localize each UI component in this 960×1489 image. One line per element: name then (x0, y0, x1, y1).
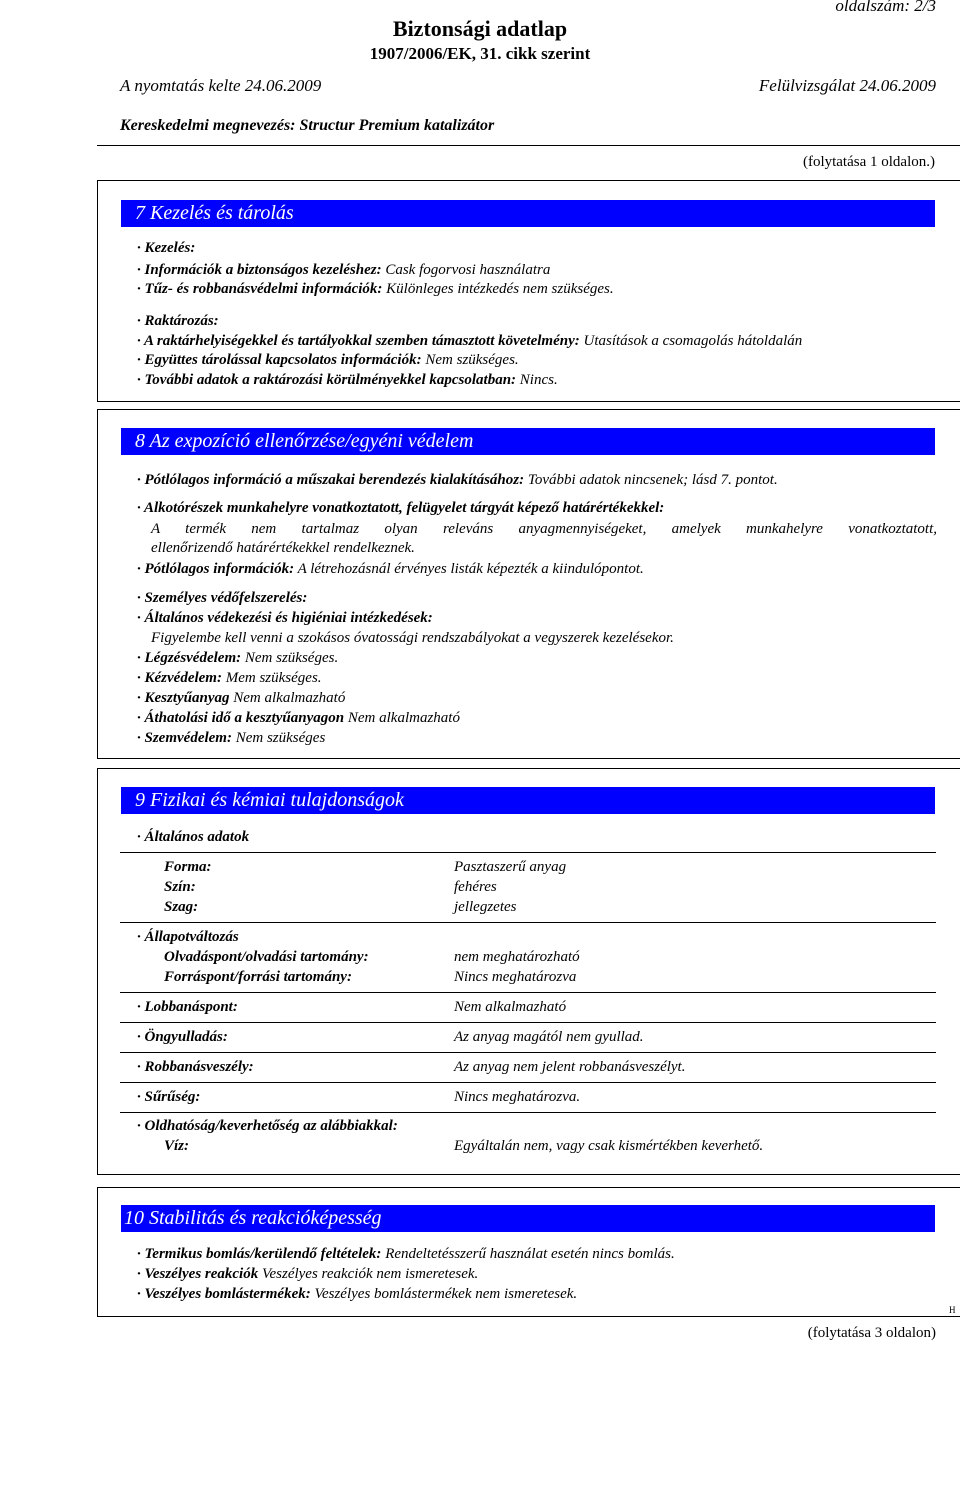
review-date: Felülvizsgálat 24.06.2009 (758, 76, 936, 95)
s10-reactions (137, 1266, 478, 1283)
label: · Kézvédelem: (137, 670, 222, 686)
label: · Légzésvédelem: (137, 650, 242, 666)
label: · Szemvédelem: (137, 730, 232, 746)
s9-boil-label: Forráspont/forrási tartomány: (164, 969, 352, 985)
s10-thermal (137, 1246, 675, 1263)
s8-hygiene-text: Figyelembe kell venni a szokásos óvatossági rendszabályokat a vegyszerek kezelésekor. (151, 630, 674, 646)
s9-form-value: Pasztaszerű anyag (454, 859, 567, 875)
s8-limits-text1: A termék nem tartalmaz olyan releváns anyagmennyiségeket, amelyek munkahelyre vonatkoztatott, (151, 521, 937, 537)
s8-limits-label: · Alkotórészek munkahelyre vonatkoztatott, felügyelet tárgyát képező határértékekkel: (137, 500, 665, 516)
continued-to: (folytatása 3 oldalon) (807, 1325, 936, 1341)
s9-water-label: Víz: (164, 1138, 190, 1154)
section-10-title: 10 Stabilitás és reakcióképesség (121, 1205, 935, 1232)
section-7-title: 7 Kezelés és tárolás (121, 200, 935, 227)
value: Mem szükséges. (221, 670, 322, 686)
value: Nem szükséges. (421, 352, 519, 368)
value: További adatok nincsenek; lásd 7. pontot. (524, 472, 778, 488)
s9-flash-value: Nem alkalmazható (454, 999, 567, 1015)
s10-products (137, 1286, 577, 1303)
s9-general: · Általános adatok (137, 829, 250, 845)
label: · Tűz- és robbanásvédelmi információk: (137, 281, 383, 297)
s9-explosion-value: Az anyag nem jelent robbanásveszélyt. (454, 1059, 686, 1075)
label: · Pótlólagos információk: (137, 561, 295, 577)
label: · Kesztyűanyag (137, 690, 230, 706)
s8-limits-text2: ellenőrizendő határértékekkel rendelkeznek. (151, 540, 415, 556)
label: · Pótlólagos információ a műszakai berendezés kialakításához: (137, 472, 525, 488)
value: Nem alkalmazható (344, 710, 460, 726)
section-8-title: 8 Az expozíció ellenőrzése/egyéni védelem (121, 428, 935, 455)
value: Nem szükséges. (241, 650, 339, 666)
value: Nem alkalmazható (229, 690, 346, 706)
s8-design (137, 472, 778, 489)
continued-from: (folytatása 1 oldalon.) (802, 154, 935, 170)
s9-form-label: Forma: (164, 859, 212, 875)
s8-addinfo (137, 561, 644, 578)
s7-fire (137, 281, 614, 298)
s8-ppe: · Személyes védőfelszerelés: (137, 590, 308, 606)
s8-penetration (137, 710, 460, 727)
label: · Veszélyes reakciók (137, 1266, 259, 1282)
trade-name: Kereskedelmi megnevezés: Structur Premium katalizátor (120, 117, 495, 134)
s9-density-label: · Sűrűség: (137, 1089, 201, 1105)
s9-boil-value: Nincs meghatározva (454, 969, 577, 985)
s9-odor-label: Szag: (164, 899, 199, 915)
s7-safe-handling (137, 262, 550, 279)
value: Veszélyes reakciók nem ismeretesek. (258, 1266, 479, 1282)
label: · További adatok a raktározási körülményekkel kapcsolatban: (137, 372, 517, 388)
value: Cask fogorvosi használatra (381, 262, 551, 278)
label: · Együttes tárolással kapcsolatos információk: (137, 352, 422, 368)
value: Különleges intézkedés nem szükséges. (382, 281, 614, 297)
s9-explosion-label: · Robbanásveszély: (137, 1059, 254, 1075)
s8-eye (137, 730, 325, 747)
s9-ignition-value: Az anyag magától nem gyullad. (454, 1029, 644, 1045)
s9-odor-value: jellegzetes (454, 899, 517, 915)
s7-storage: · Raktározás: (137, 313, 219, 329)
s9-rule (120, 852, 936, 853)
s9-rule (120, 922, 936, 923)
s9-rule (120, 992, 936, 993)
s9-ignition-label: · Öngyulladás: (137, 1029, 228, 1045)
s9-color-value: fehéres (454, 879, 497, 895)
s9-rule (120, 1112, 936, 1113)
document-subtitle: 1907/2006/EK, 31. cikk szerint (369, 44, 591, 63)
header-rule (97, 145, 960, 146)
value: Utasítások a csomagolás hátoldalán (579, 333, 803, 349)
s9-state-change: · Állapotváltozás (137, 929, 239, 945)
s9-solubility-label: · Oldhatóság/keverhetőség az alábbiakkal: (137, 1118, 398, 1134)
s8-hand (137, 670, 322, 687)
s9-density-value: Nincs meghatározva. (454, 1089, 581, 1105)
label: · Információk a biztonságos kezeléshez: (137, 262, 382, 278)
s7-handling: · Kezelés: (137, 240, 196, 256)
page-number: oldalszám: 2/3 (835, 0, 936, 15)
value: Veszélyes bomlástermékek nem ismeretesek. (310, 1286, 578, 1302)
label: · Termikus bomlás/kerülendő feltételek: (137, 1246, 382, 1262)
s9-rule (120, 1052, 936, 1053)
print-date: A nyomtatás kelte 24.06.2009 (120, 76, 322, 95)
s7-requirements (137, 333, 802, 350)
value: Nincs. (516, 372, 558, 388)
label: · Áthatolási idő a kesztyűanyagon (137, 710, 345, 726)
label: · Veszélyes bomlástermékek: (137, 1286, 311, 1302)
s8-respiratory (137, 650, 338, 667)
s8-hygiene-label: · Általános védekezési és higiéniai intézkedések: (137, 610, 433, 626)
document-title: Biztonsági adatlap (392, 16, 568, 41)
s9-melt-value: nem meghatározható (454, 949, 580, 965)
value: Rendeltetésszerű használat esetén nincs bomlás. (381, 1246, 675, 1262)
s9-color-label: Szín: (164, 879, 196, 895)
s9-rule (120, 1082, 936, 1083)
value: A létrehozásnál érvényes listák képezték a kiindulópontot. (294, 561, 644, 577)
s9-melt-label: Olvadáspont/olvadási tartomány: (164, 949, 369, 965)
section-9-title: 9 Fizikai és kémiai tulajdonságok (121, 787, 935, 814)
s7-further (137, 372, 558, 389)
s9-flash-label: · Lobbanáspont: (137, 999, 238, 1015)
footer-marker: H (949, 1305, 956, 1315)
label: · A raktárhelyiségekkel és tartályokkal szemben támasztott követelmény: (137, 333, 580, 349)
s9-water-value: Egyáltalán nem, vagy csak kismértékben keverhető. (454, 1138, 764, 1154)
s7-joint-storage (137, 352, 519, 369)
s9-rule (120, 1022, 936, 1023)
value: Nem szükséges (231, 730, 326, 746)
s8-glove (137, 690, 345, 707)
